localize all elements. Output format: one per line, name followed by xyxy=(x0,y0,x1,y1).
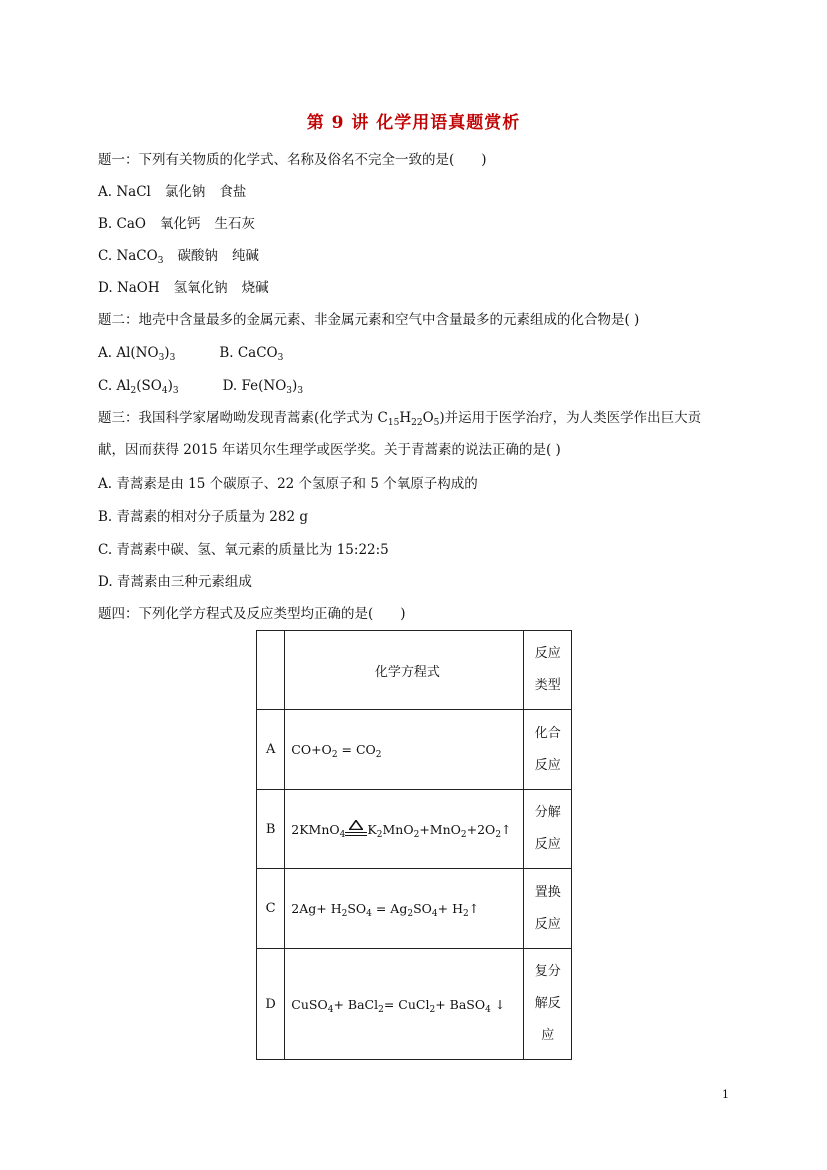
table-row xyxy=(257,790,572,869)
reaction-type: 复分 解反 应 xyxy=(524,949,572,1060)
q4-stem: 题四：下列化学方程式及反应类型均正确的是( ) xyxy=(98,606,406,622)
reaction-type: 分解 反应 xyxy=(524,790,572,869)
q3-option-c: C. 青蒿素中碳、氢、氧元素的质量比为 15:22:5 xyxy=(98,542,389,558)
q3-stem-line2: 献，因而获得 2015 年诺贝尔生理学或医学奖。关于青蒿素的说法正确的是( ) xyxy=(98,442,561,458)
q1-option-c: C. NaCO$_3$ 碳酸钠 纯碱 xyxy=(98,248,259,266)
row-label: D xyxy=(257,949,285,1060)
reaction-type: 置换 反应 xyxy=(524,869,572,949)
q2-stem: 题二：地壳中含量最多的金属元素、非金属元素和空气中含量最多的元素组成的化合物是( ) xyxy=(98,312,640,328)
equation-d: CuSO$_4$+ BaCl$_2$= CuCl$_2$+ BaSO$_4$ ↓ xyxy=(285,949,524,1060)
row-label: C xyxy=(257,869,285,949)
q1-option-a: A. NaCl 氯化钠 食盐 xyxy=(98,184,247,200)
gas-arrow-up-icon: ↑ xyxy=(501,822,512,837)
heat-condition-icon xyxy=(345,820,367,838)
equation-table xyxy=(256,630,572,1060)
header-blank-cell xyxy=(257,631,285,710)
row-label: A xyxy=(257,710,285,790)
gas-arrow-up-icon: ↑ xyxy=(468,901,480,916)
q1-option-d: D. NaOH 氢氧化钠 烧碱 xyxy=(98,280,269,296)
q3-option-b: B. 青蒿素的相对分子质量为 282 g xyxy=(98,509,308,525)
q1-stem: 题一：下列有关物质的化学式、名称及俗名不完全一致的是( ) xyxy=(98,152,487,168)
q2-options-cd: C. $Al_2(SO_4)_3$ D. $Fe(NO_3)_3$ xyxy=(98,378,304,396)
page-title: 第 9 讲 化学用语真题赏析 xyxy=(306,113,521,133)
header-equation-cell: 化学方程式 xyxy=(285,631,524,710)
equation-a: $CO+O_2 = CO_2$ xyxy=(285,710,524,790)
page-number: 1 xyxy=(722,1088,729,1101)
q3-stem-line1: 题三：我国科学家屠呦呦发现青蒿素(化学式为 $C_{15}H_{22}O_5$)并运用于医学治疗，为人类医学作出巨大贡 xyxy=(98,410,702,428)
table-header-row xyxy=(257,631,572,710)
table-row xyxy=(257,710,572,790)
header-type-cell: 反应 类型 xyxy=(524,631,572,710)
q2-options-ab: A. $Al(NO_3)_3$ B. CaCO$_3$ xyxy=(98,345,284,363)
precipitate-arrow-down-icon: ↓ xyxy=(494,996,506,1012)
table-row xyxy=(257,949,572,1060)
table-row xyxy=(257,869,572,949)
q3-option-a: A. 青蒿素是由 15 个碳原子、22 个氢原子和 5 个氧原子构成的 xyxy=(98,476,478,492)
row-label: B xyxy=(257,790,285,869)
q3-option-d: D. 青蒿素由三种元素组成 xyxy=(98,574,252,590)
equation-c: $2Ag+ H_2SO_4 = Ag_2SO_4+$ $H_2↑$ xyxy=(285,869,524,949)
q1-option-b: B. CaO 氧化钙 生石灰 xyxy=(98,216,255,232)
equation-b: 2KMnO$_4$ $K_2MnO_2+MnO_2+2O_2↑$ xyxy=(285,790,524,869)
reaction-type: 化合 反应 xyxy=(524,710,572,790)
